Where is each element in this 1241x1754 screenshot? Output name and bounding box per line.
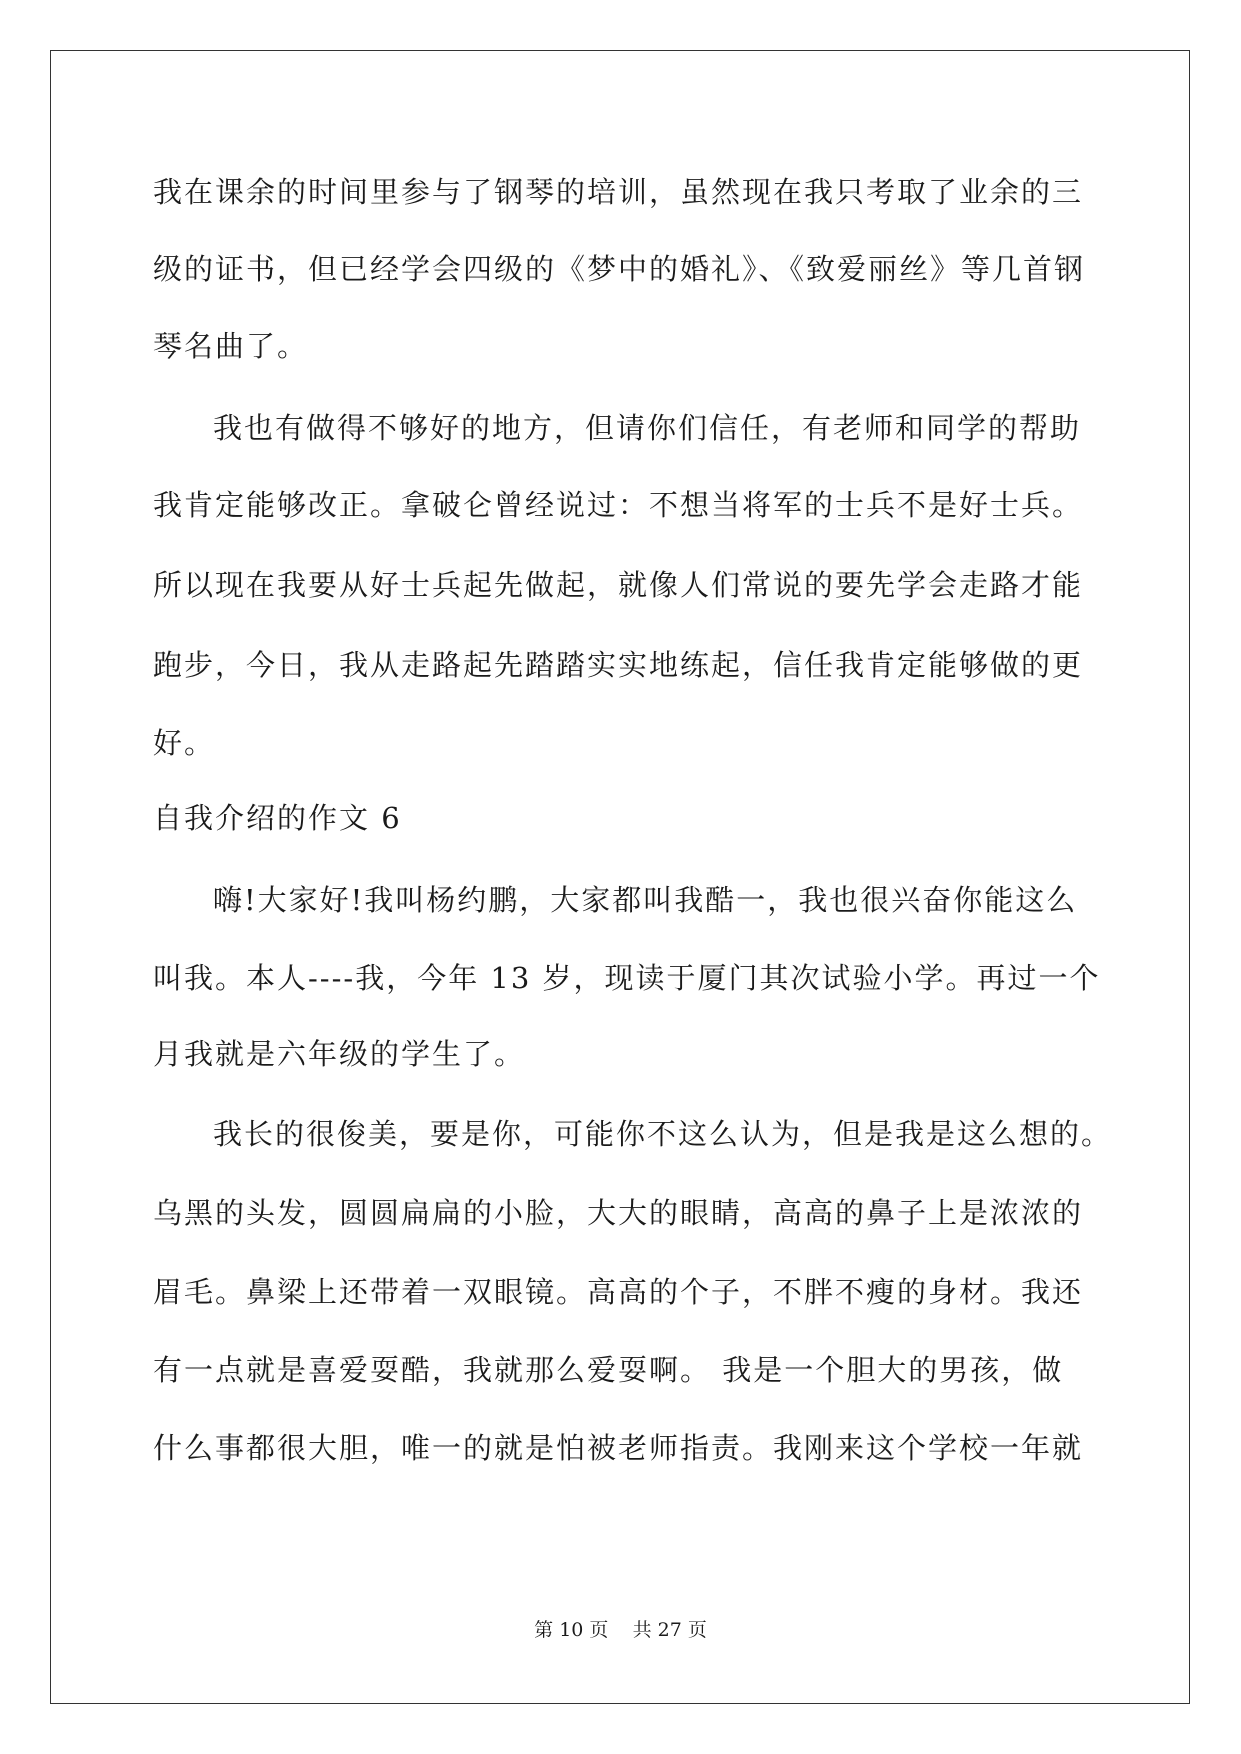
- body-text-line: 我在课余的时间里参与了钢琴的培训，虽然现在我只考取了业余的三: [153, 175, 1084, 209]
- body-text-line: 我肯定能够改正。拿破仑曾经说过：不想当将军的士兵不是好士兵。: [153, 488, 1084, 522]
- body-text-line: 有一点就是喜爱耍酷，我就那么爱耍啊。 我是一个胆大的男孩，做: [153, 1353, 1064, 1387]
- body-text-line: 我也有做得不够好的地方，但请你们信任，有老师和同学的帮助: [213, 411, 1082, 445]
- body-text-line: 跑步，今日，我从走路起先踏踏实实地练起，信任我肯定能够做的更: [153, 648, 1084, 682]
- page-footer: 第 10 页 共 27 页: [534, 1619, 707, 1641]
- body-text-line: 什么事都很大胆，唯一的就是怕被老师指责。我刚来这个学校一年就: [153, 1431, 1084, 1465]
- body-text-line: 级的证书，但已经学会四级的《梦中的婚礼》、《致爱丽丝》等几首钢: [153, 252, 1086, 286]
- body-text-line: 乌黑的头发，圆圆扁扁的小脸，大大的眼睛，高高的鼻子上是浓浓的: [153, 1196, 1084, 1230]
- body-text-line: 眉毛。鼻梁上还带着一双眼镜。高高的个子，不胖不瘦的身材。我还: [153, 1275, 1084, 1309]
- body-text-line: 所以现在我要从好士兵起先做起，就像人们常说的要先学会走路才能: [153, 568, 1084, 602]
- body-text-line: 我长的很俊美，要是你，可能你不这么认为，但是我是这么想的。: [213, 1117, 1113, 1151]
- body-text-line: 叫我。本人----我，今年 13 岁，现读于厦门其次试验小学。再过一个: [153, 961, 1101, 995]
- body-text-line: 琴名曲了。: [153, 329, 309, 363]
- body-text-line: 月我就是六年级的学生了。: [153, 1037, 526, 1071]
- body-text-line: 嗨!大家好!我叫杨约鹏，大家都叫我酷一，我也很兴奋你能这么: [213, 883, 1078, 917]
- body-text-line: 好。: [153, 726, 216, 760]
- section-heading: 自我介绍的作文 6: [153, 801, 402, 835]
